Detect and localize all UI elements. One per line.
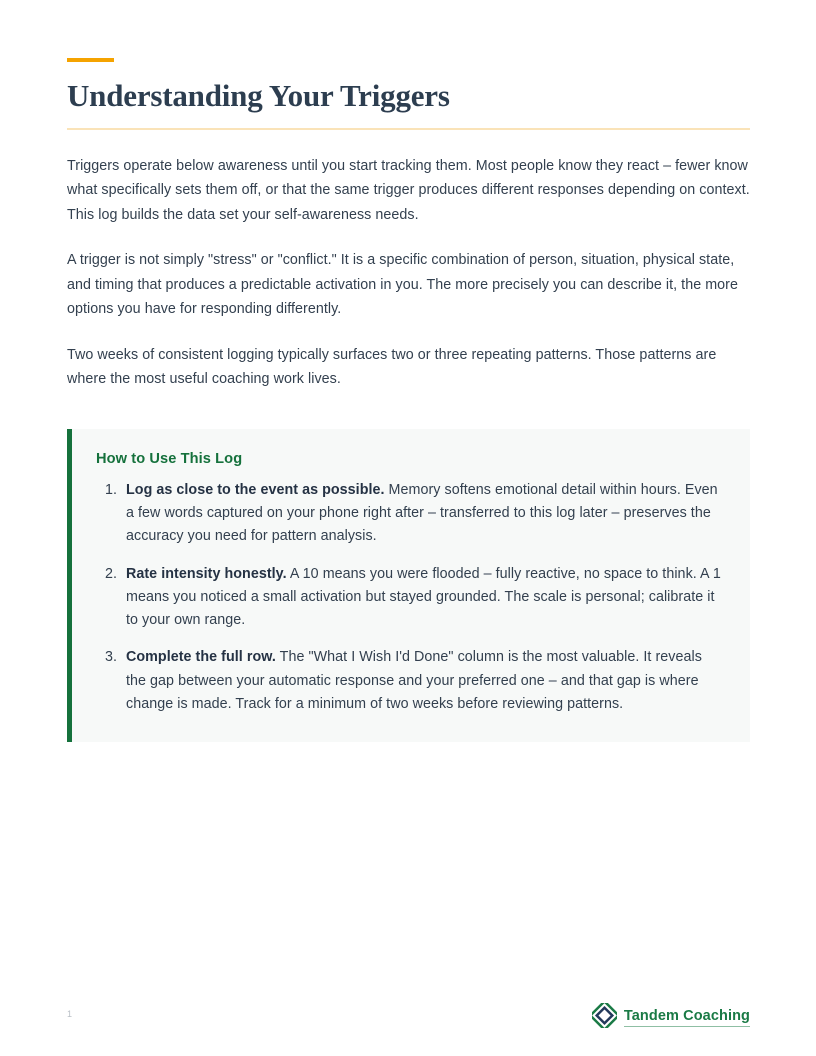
list-item <box>121 479 724 549</box>
page-title: Understanding Your Triggers <box>67 78 450 113</box>
diamond-logo-icon <box>592 1003 617 1033</box>
intro-paragraph-2: A trigger is not simply "stress" or "conflict." It is a specific combination of person, situation, physical state, and timing that produces a predictable activation in you. The more precisely you can describe it, the more options you have for responding differently. <box>67 252 738 318</box>
brand-name: Tandem Coaching <box>624 1009 750 1027</box>
page-content <box>67 0 750 742</box>
callout-instruction-list <box>96 479 724 717</box>
callout-heading: How to Use This Log <box>96 450 243 467</box>
list-item-lead: Rate intensity honestly. <box>126 565 287 582</box>
list-item <box>121 646 724 716</box>
list-item-text: Memory softens emotional detail within hours. Even a few words captured on your phone right after – transferred to this log later – preserves the accuracy you need for pattern analysis. <box>126 481 718 545</box>
list-item-lead: Log as close to the event as possible. <box>126 481 385 498</box>
intro-paragraph-3: Two weeks of consistent logging typically surfaces two or three repeating patterns. Those patterns are where the most useful coaching work lives. <box>67 346 717 388</box>
how-to-use-callout <box>67 429 750 743</box>
list-item-lead: Complete the full row. <box>126 649 276 666</box>
page-number: 1 <box>67 1009 73 1019</box>
intro-paragraph-1: Triggers operate below awareness until you start tracking them. Most people know they react – fewer know what specifically sets them off, or that the same trigger produces different responses depending on context. This log builds the data set your self-awareness needs. <box>67 157 750 223</box>
list-item <box>121 563 724 633</box>
list-item-text: The "What I Wish I'd Done" column is the most valuable. It reveals the gap between your automatic response and your preferred one – and that gap is where change is made. Track for a minimum of two weeks before reviewing patterns. <box>126 649 702 713</box>
brand-logo <box>592 1003 750 1033</box>
title-accent-bar <box>67 58 114 62</box>
list-item-text: A 10 means you were flooded – fully reactive, no space to think. A 1 means you noticed a small activation but stayed grounded. The scale is personal; calibrate it to your own range. <box>126 565 721 629</box>
